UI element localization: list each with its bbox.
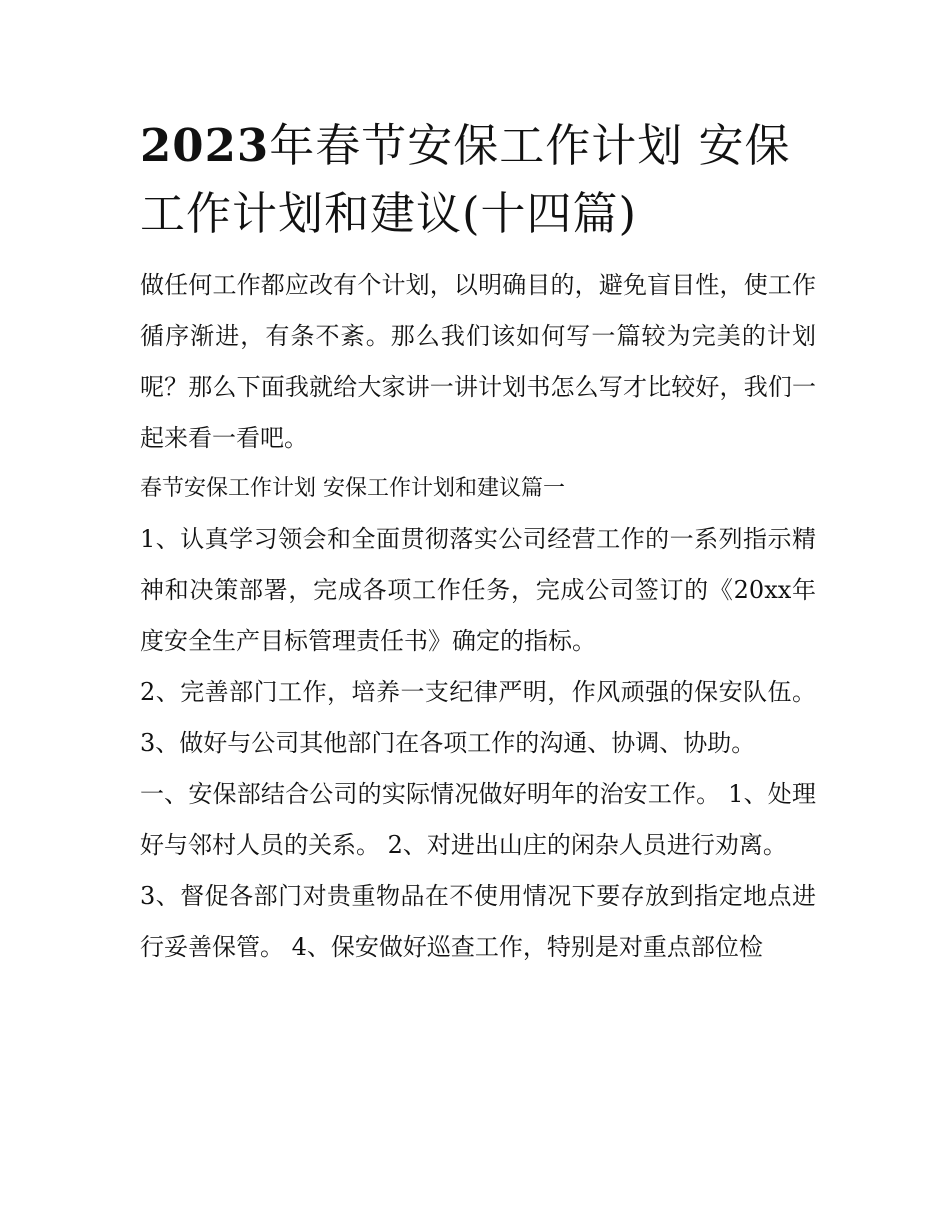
body-paragraph: 3、督促各部门对贵重物品在不使用情况下要存放到指定地点进行妥善保管。 4、保安做好巡查工作，特别是对重点部位检 <box>140 882 816 961</box>
body-paragraph: 一、安保部结合公司的实际情况做好明年的治安工作。 1、处理好与邻村人员的关系。 2、对进出山庄的闲杂人员进行劝离。 <box>140 780 816 859</box>
intro-paragraph: 做任何工作都应改有个计划，以明确目的，避免盲目性，使工作循序渐进，有条不紊。那么我们该如何写一篇较为完美的计划呢？那么下面我就给大家讲一讲计划书怎么写才比较好，我们一起来看一看吧。 <box>140 271 816 452</box>
document-page <box>140 112 816 973</box>
title-text: 年春节安保工作计划 安保工作计划和建议(十四篇) <box>140 119 791 240</box>
section-heading: 春节安保工作计划 安保工作计划和建议篇一 <box>140 476 565 501</box>
body-paragraph: 2、完善部门工作，培养一支纪律严明，作风顽强的保安队伍。 3、做好与公司其他部门在各项工作的沟通、协调、协助。 <box>140 678 816 757</box>
document-title <box>140 112 816 248</box>
title-year: 2023 <box>140 119 270 172</box>
body-paragraph: 1、认真学习领会和全面贯彻落实公司经营工作的一系列指示精神和决策部署，完成各项工作任务，完成公司签订的《20xx年度安全生产目标管理责任书》确定的指标。 <box>140 525 816 655</box>
